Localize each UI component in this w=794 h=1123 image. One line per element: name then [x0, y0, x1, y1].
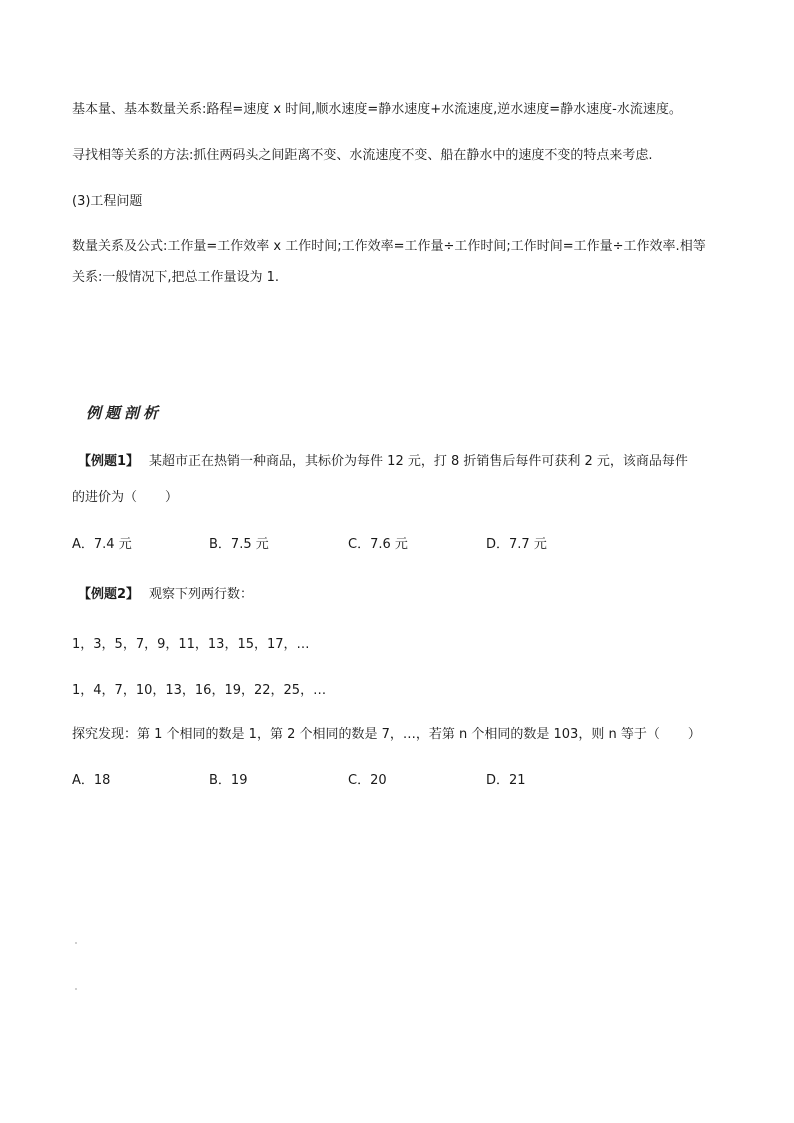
example2-option-d: D．21: [486, 773, 526, 788]
example1-option-c: C．7.6 元: [348, 537, 408, 552]
example2-option-b: B．19: [209, 773, 248, 788]
example1-question-line-2: [72, 489, 178, 507]
example2-tag: 【例题2】: [78, 587, 140, 602]
example1-question-post: ）: [165, 490, 179, 505]
section3-line-1: 数量关系及公式:工作量=工作效率 x 工作时间;工作效率=工作量÷工作时间;工作时间=工作量÷工作效率.相等: [72, 239, 706, 254]
intro-line-2: 寻找相等关系的方法:抓住两码头之间距离不变、水流速度不变、船在静水中的速度不变的特点来考虑.: [72, 148, 653, 163]
scan-speck: [75, 942, 77, 944]
example2-option-a: A．18: [72, 773, 111, 788]
example1-option-a: A．7.4 元: [72, 537, 132, 552]
example1-option-b: B．7.5 元: [209, 537, 269, 552]
section3-heading: (3)工程问题: [72, 194, 143, 209]
example2-discover-line: [72, 726, 701, 744]
intro-line-1: 基本量、基本数量关系:路程=速度 x 时间,顺水速度=静水速度+水流速度,逆水速度=静水速度-水流速度。: [72, 102, 682, 117]
example2-option-c: C．20: [348, 773, 387, 788]
example2-discover-pre: 探究发现：第 1 个相同的数是 1，第 2 个相同的数是 7，…，若第 n 个相同的数是 103，则 n 等于（: [72, 727, 660, 742]
example1-option-d: D．7.7 元: [486, 537, 547, 552]
section-title: 例题剖析: [86, 404, 163, 422]
example2-discover-post: ）: [687, 727, 701, 742]
example2-row-2: 1，4，7，10，13，16，19，22，25，…: [72, 683, 327, 698]
example2-row-1: 1，3，5，7，9，11，13，15，17，…: [72, 637, 310, 652]
example1-question-line-1: [78, 453, 688, 471]
example2-question-line: [78, 586, 253, 604]
example1-question-pre: 的进价为（: [72, 490, 138, 505]
example1-question-text: 某超市正在热销一种商品，其标价为每件 12 元，打 8 折销售后每件可获利 2 元，该商品每件: [149, 454, 688, 469]
example2-question-text: 观察下列两行数：: [149, 587, 254, 602]
scan-speck: [75, 988, 77, 990]
section3-line-2: 关系:一般情况下,把总工作量设为 1.: [72, 270, 280, 285]
example1-tag: 【例题1】: [78, 454, 140, 469]
